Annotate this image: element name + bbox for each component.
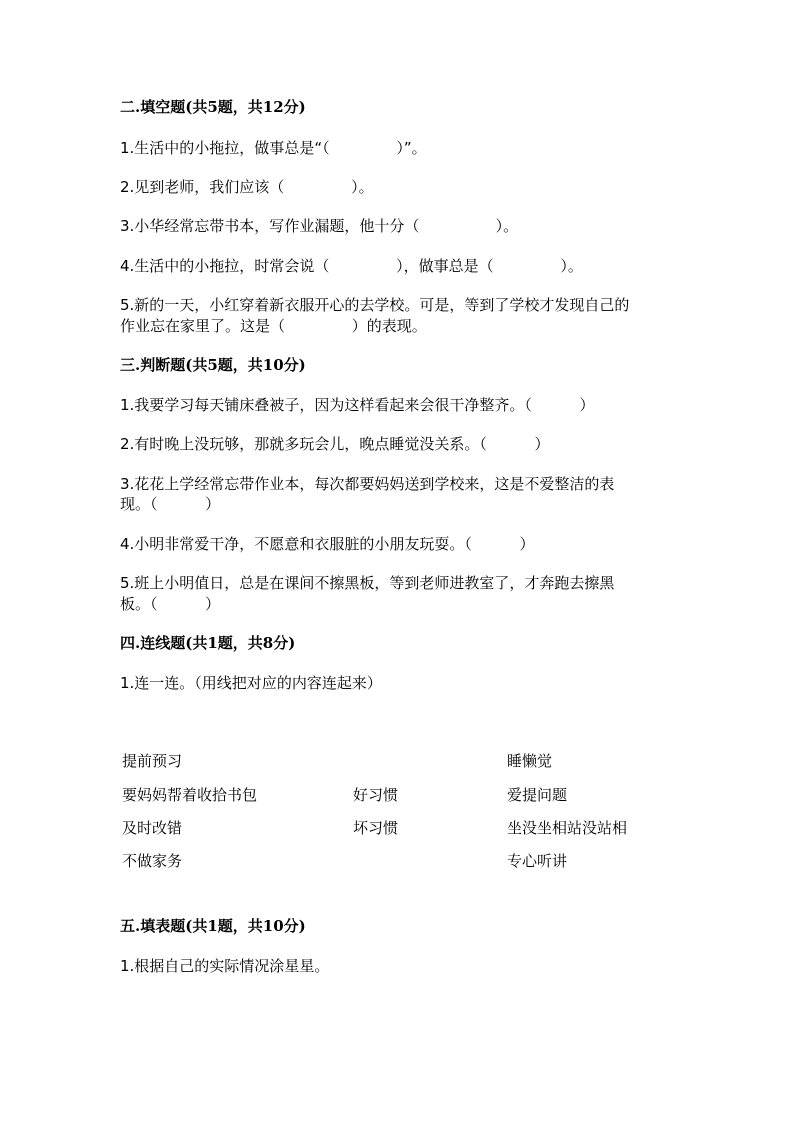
matching-right-item: 专心听讲: [507, 852, 568, 870]
question-line: 4.生活中的小拖拉，时常会说（ ），做事总是（ ）。: [120, 257, 583, 275]
question-line: 3.小华经常忘带书本，写作业漏题，他十分（ ）。: [120, 217, 519, 235]
question-line: 2.有时晚上没玩够，那就多玩会儿，晚点睡觉没关系。（ ）: [120, 435, 550, 453]
section-heading-matching: 四.连线题(共1题，共8分): [120, 634, 296, 652]
question-line: 1.我要学习每天铺床叠被子，因为这样看起来会很干净整齐。（ ）: [120, 396, 595, 414]
matching-right-item: 爱提问题: [507, 786, 568, 804]
section-heading-fill-table: 五.填表题(共1题，共10分): [120, 917, 306, 935]
question-line: 1.连一连。（用线把对应的内容连起来）: [120, 674, 382, 692]
question-line: 1.根据自己的实际情况涂星星。: [120, 957, 330, 975]
question-line: 1.生活中的小拖拉，做事总是“（ ）”。: [120, 139, 427, 157]
question-line: 板。（ ）: [120, 595, 221, 613]
question-line: 4.小明非常爱干净，不愿意和衣服脏的小朋友玩耍。（ ）: [120, 535, 535, 553]
matching-left-item: 不做家务: [122, 852, 183, 870]
matching-left-item: 要妈妈帮着收拾书包: [122, 786, 258, 804]
matching-left-item: 及时改错: [122, 819, 183, 837]
question-line: 3.花花上学经常忘带作业本，每次都要妈妈送到学校来，这是不爱整洁的表: [120, 475, 615, 493]
section-heading-true-false: 三.判断题(共5题，共10分): [120, 356, 306, 374]
question-line: 5.班上小明值日，总是在课间不擦黑板，等到老师进教室了，才奔跑去擦黑: [120, 574, 615, 592]
question-line: 作业忘在家里了。这是（ ）的表现。: [120, 317, 427, 335]
matching-left-item: 提前预习: [122, 752, 183, 770]
matching-middle-item: 好习惯: [353, 786, 399, 804]
matching-right-item: 睡懒觉: [507, 752, 553, 770]
question-line: 2.见到老师，我们应该（ ）。: [120, 178, 374, 196]
matching-middle-item: 坏习惯: [353, 819, 399, 837]
section-heading-fill-blank: 二.填空题(共5题，共12分): [120, 98, 306, 116]
matching-right-item: 坐没坐相站没站相: [507, 819, 628, 837]
question-line: 现。（ ）: [120, 495, 221, 513]
question-line: 5.新的一天，小红穿着新衣服开心的去学校。可是，等到了学校才发现自己的: [120, 296, 630, 314]
